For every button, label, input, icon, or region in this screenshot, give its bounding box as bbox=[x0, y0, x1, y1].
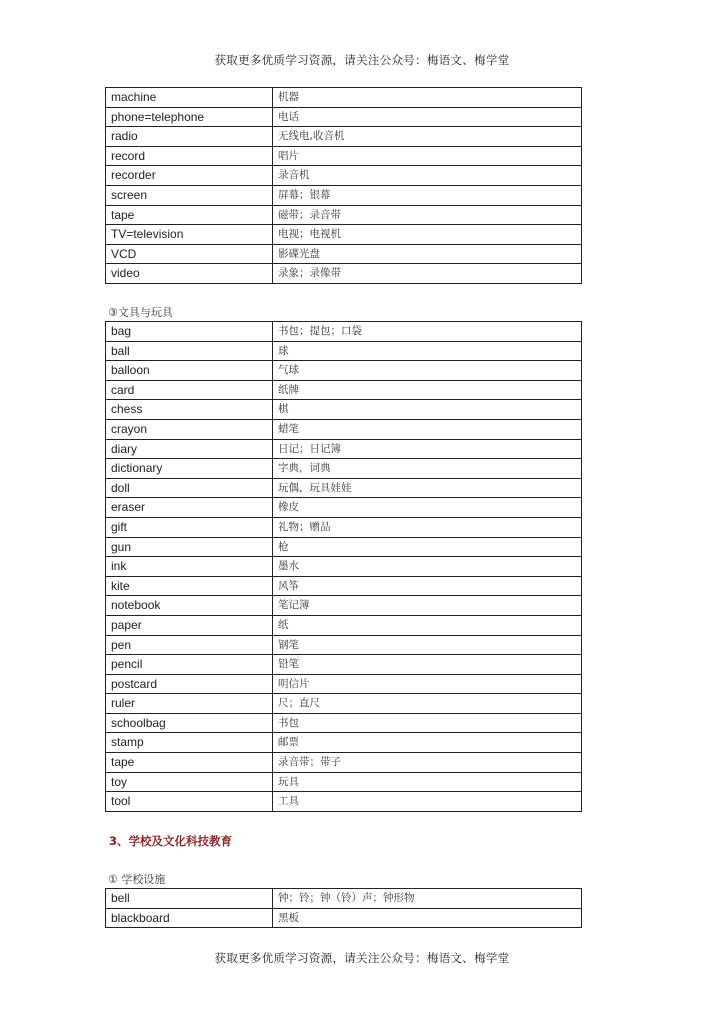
english-word-cell: toy bbox=[106, 772, 273, 792]
chinese-meaning-cell: 无线电,收音机 bbox=[273, 127, 582, 147]
table-row bbox=[106, 713, 582, 733]
table-row bbox=[106, 733, 582, 753]
chinese-meaning-cell: 风筝 bbox=[273, 576, 582, 596]
english-word-cell: bell bbox=[106, 889, 273, 909]
table-row bbox=[106, 205, 582, 225]
chinese-meaning-cell: 影碟光盘 bbox=[273, 244, 582, 264]
english-word-cell: stamp bbox=[106, 733, 273, 753]
table-row bbox=[106, 459, 582, 479]
english-word-cell: phone=telephone bbox=[106, 107, 273, 127]
table-row bbox=[106, 146, 582, 166]
chinese-meaning-cell: 纸牌 bbox=[273, 380, 582, 400]
chinese-meaning-cell: 钢笔 bbox=[273, 635, 582, 655]
english-word-cell: pen bbox=[106, 635, 273, 655]
english-word-cell: recorder bbox=[106, 166, 273, 186]
footer-banner: 获取更多优质学习资源，请关注公众号：梅语文、梅学堂 bbox=[214, 951, 510, 965]
chinese-meaning-cell: 蜡笔 bbox=[273, 419, 582, 439]
english-word-cell: kite bbox=[106, 576, 273, 596]
chinese-meaning-cell: 机器 bbox=[273, 88, 582, 108]
chinese-meaning-cell: 字典，词典 bbox=[273, 459, 582, 479]
chinese-meaning-cell: 尺；直尺 bbox=[273, 694, 582, 714]
table-row bbox=[106, 322, 582, 342]
subsection-caption-school-facilities: ① 学校设施 bbox=[108, 873, 166, 886]
table-row bbox=[106, 361, 582, 381]
chinese-meaning-cell: 日记；日记簿 bbox=[273, 439, 582, 459]
english-word-cell: gift bbox=[106, 517, 273, 537]
table-row bbox=[106, 400, 582, 420]
chinese-meaning-cell: 磁带；录音带 bbox=[273, 205, 582, 225]
english-word-cell: pencil bbox=[106, 655, 273, 675]
table-row bbox=[106, 576, 582, 596]
english-word-cell: ruler bbox=[106, 694, 273, 714]
english-word-cell: ball bbox=[106, 341, 273, 361]
table-row bbox=[106, 596, 582, 616]
english-word-cell: tape bbox=[106, 753, 273, 773]
english-word-cell: card bbox=[106, 380, 273, 400]
english-word-cell: schoolbag bbox=[106, 713, 273, 733]
chinese-meaning-cell: 工具 bbox=[273, 792, 582, 812]
chinese-meaning-cell: 橡皮 bbox=[273, 498, 582, 518]
table-row bbox=[106, 889, 582, 909]
chinese-meaning-cell: 纸 bbox=[273, 615, 582, 635]
english-word-cell: screen bbox=[106, 185, 273, 205]
chinese-meaning-cell: 玩具 bbox=[273, 772, 582, 792]
chinese-meaning-cell: 玩偶，玩具娃娃 bbox=[273, 478, 582, 498]
table-row bbox=[106, 694, 582, 714]
chinese-meaning-cell: 邮票 bbox=[273, 733, 582, 753]
english-word-cell: paper bbox=[106, 615, 273, 635]
chinese-meaning-cell: 钟；铃；钟（铃）声；钟形物 bbox=[273, 889, 582, 909]
english-word-cell: postcard bbox=[106, 674, 273, 694]
chinese-meaning-cell: 唱片 bbox=[273, 146, 582, 166]
header-banner: 获取更多优质学习资源，请关注公众号：梅语文、梅学堂 bbox=[214, 53, 510, 67]
chinese-meaning-cell: 电视；电视机 bbox=[273, 225, 582, 245]
table-row bbox=[106, 615, 582, 635]
vocab-table-stationery-toys bbox=[105, 321, 582, 812]
table-row bbox=[106, 792, 582, 812]
chinese-meaning-cell: 礼物；赠品 bbox=[273, 517, 582, 537]
vocab-table-devices bbox=[105, 87, 582, 284]
table-row bbox=[106, 908, 582, 928]
table-row bbox=[106, 166, 582, 186]
english-word-cell: diary bbox=[106, 439, 273, 459]
chinese-meaning-cell: 黑板 bbox=[273, 908, 582, 928]
english-word-cell: chess bbox=[106, 400, 273, 420]
chinese-meaning-cell: 墨水 bbox=[273, 557, 582, 577]
english-word-cell: eraser bbox=[106, 498, 273, 518]
english-word-cell: balloon bbox=[106, 361, 273, 381]
chinese-meaning-cell: 球 bbox=[273, 341, 582, 361]
chinese-meaning-cell: 屏幕；银幕 bbox=[273, 185, 582, 205]
english-word-cell: bag bbox=[106, 322, 273, 342]
table-row bbox=[106, 655, 582, 675]
english-word-cell: doll bbox=[106, 478, 273, 498]
chinese-meaning-cell: 录音机 bbox=[273, 166, 582, 186]
vocab-table-school-facilities bbox=[105, 888, 582, 928]
table-row bbox=[106, 225, 582, 245]
table-row bbox=[106, 557, 582, 577]
english-word-cell: radio bbox=[106, 127, 273, 147]
table-row bbox=[106, 244, 582, 264]
english-word-cell: crayon bbox=[106, 419, 273, 439]
table-row bbox=[106, 537, 582, 557]
table-row bbox=[106, 439, 582, 459]
chinese-meaning-cell: 枪 bbox=[273, 537, 582, 557]
table-row bbox=[106, 264, 582, 284]
table-row bbox=[106, 772, 582, 792]
chinese-meaning-cell: 书包；提包；口袋 bbox=[273, 322, 582, 342]
chinese-meaning-cell: 明信片 bbox=[273, 674, 582, 694]
english-word-cell: VCD bbox=[106, 244, 273, 264]
table-row bbox=[106, 127, 582, 147]
chinese-meaning-cell: 录音带；带子 bbox=[273, 753, 582, 773]
chinese-meaning-cell: 气球 bbox=[273, 361, 582, 381]
section-heading: 3、学校及文化科技教育 bbox=[109, 834, 233, 848]
english-word-cell: video bbox=[106, 264, 273, 284]
chinese-meaning-cell: 录象；录像带 bbox=[273, 264, 582, 284]
english-word-cell: TV=television bbox=[106, 225, 273, 245]
english-word-cell: ink bbox=[106, 557, 273, 577]
table-row bbox=[106, 635, 582, 655]
chinese-meaning-cell: 笔记簿 bbox=[273, 596, 582, 616]
english-word-cell: gun bbox=[106, 537, 273, 557]
english-word-cell: notebook bbox=[106, 596, 273, 616]
table-row bbox=[106, 419, 582, 439]
table-row bbox=[106, 185, 582, 205]
table-row bbox=[106, 107, 582, 127]
table-row bbox=[106, 517, 582, 537]
subsection-caption-stationery-toys: ③文具与玩具 bbox=[108, 306, 173, 319]
table-row bbox=[106, 380, 582, 400]
english-word-cell: tape bbox=[106, 205, 273, 225]
chinese-meaning-cell: 铅笔 bbox=[273, 655, 582, 675]
table-row bbox=[106, 88, 582, 108]
english-word-cell: dictionary bbox=[106, 459, 273, 479]
table-row bbox=[106, 498, 582, 518]
chinese-meaning-cell: 棋 bbox=[273, 400, 582, 420]
chinese-meaning-cell: 电话 bbox=[273, 107, 582, 127]
chinese-meaning-cell: 书包 bbox=[273, 713, 582, 733]
table-row bbox=[106, 753, 582, 773]
table-row bbox=[106, 478, 582, 498]
english-word-cell: blackboard bbox=[106, 908, 273, 928]
english-word-cell: tool bbox=[106, 792, 273, 812]
table-row bbox=[106, 674, 582, 694]
table-row bbox=[106, 341, 582, 361]
english-word-cell: machine bbox=[106, 88, 273, 108]
english-word-cell: record bbox=[106, 146, 273, 166]
